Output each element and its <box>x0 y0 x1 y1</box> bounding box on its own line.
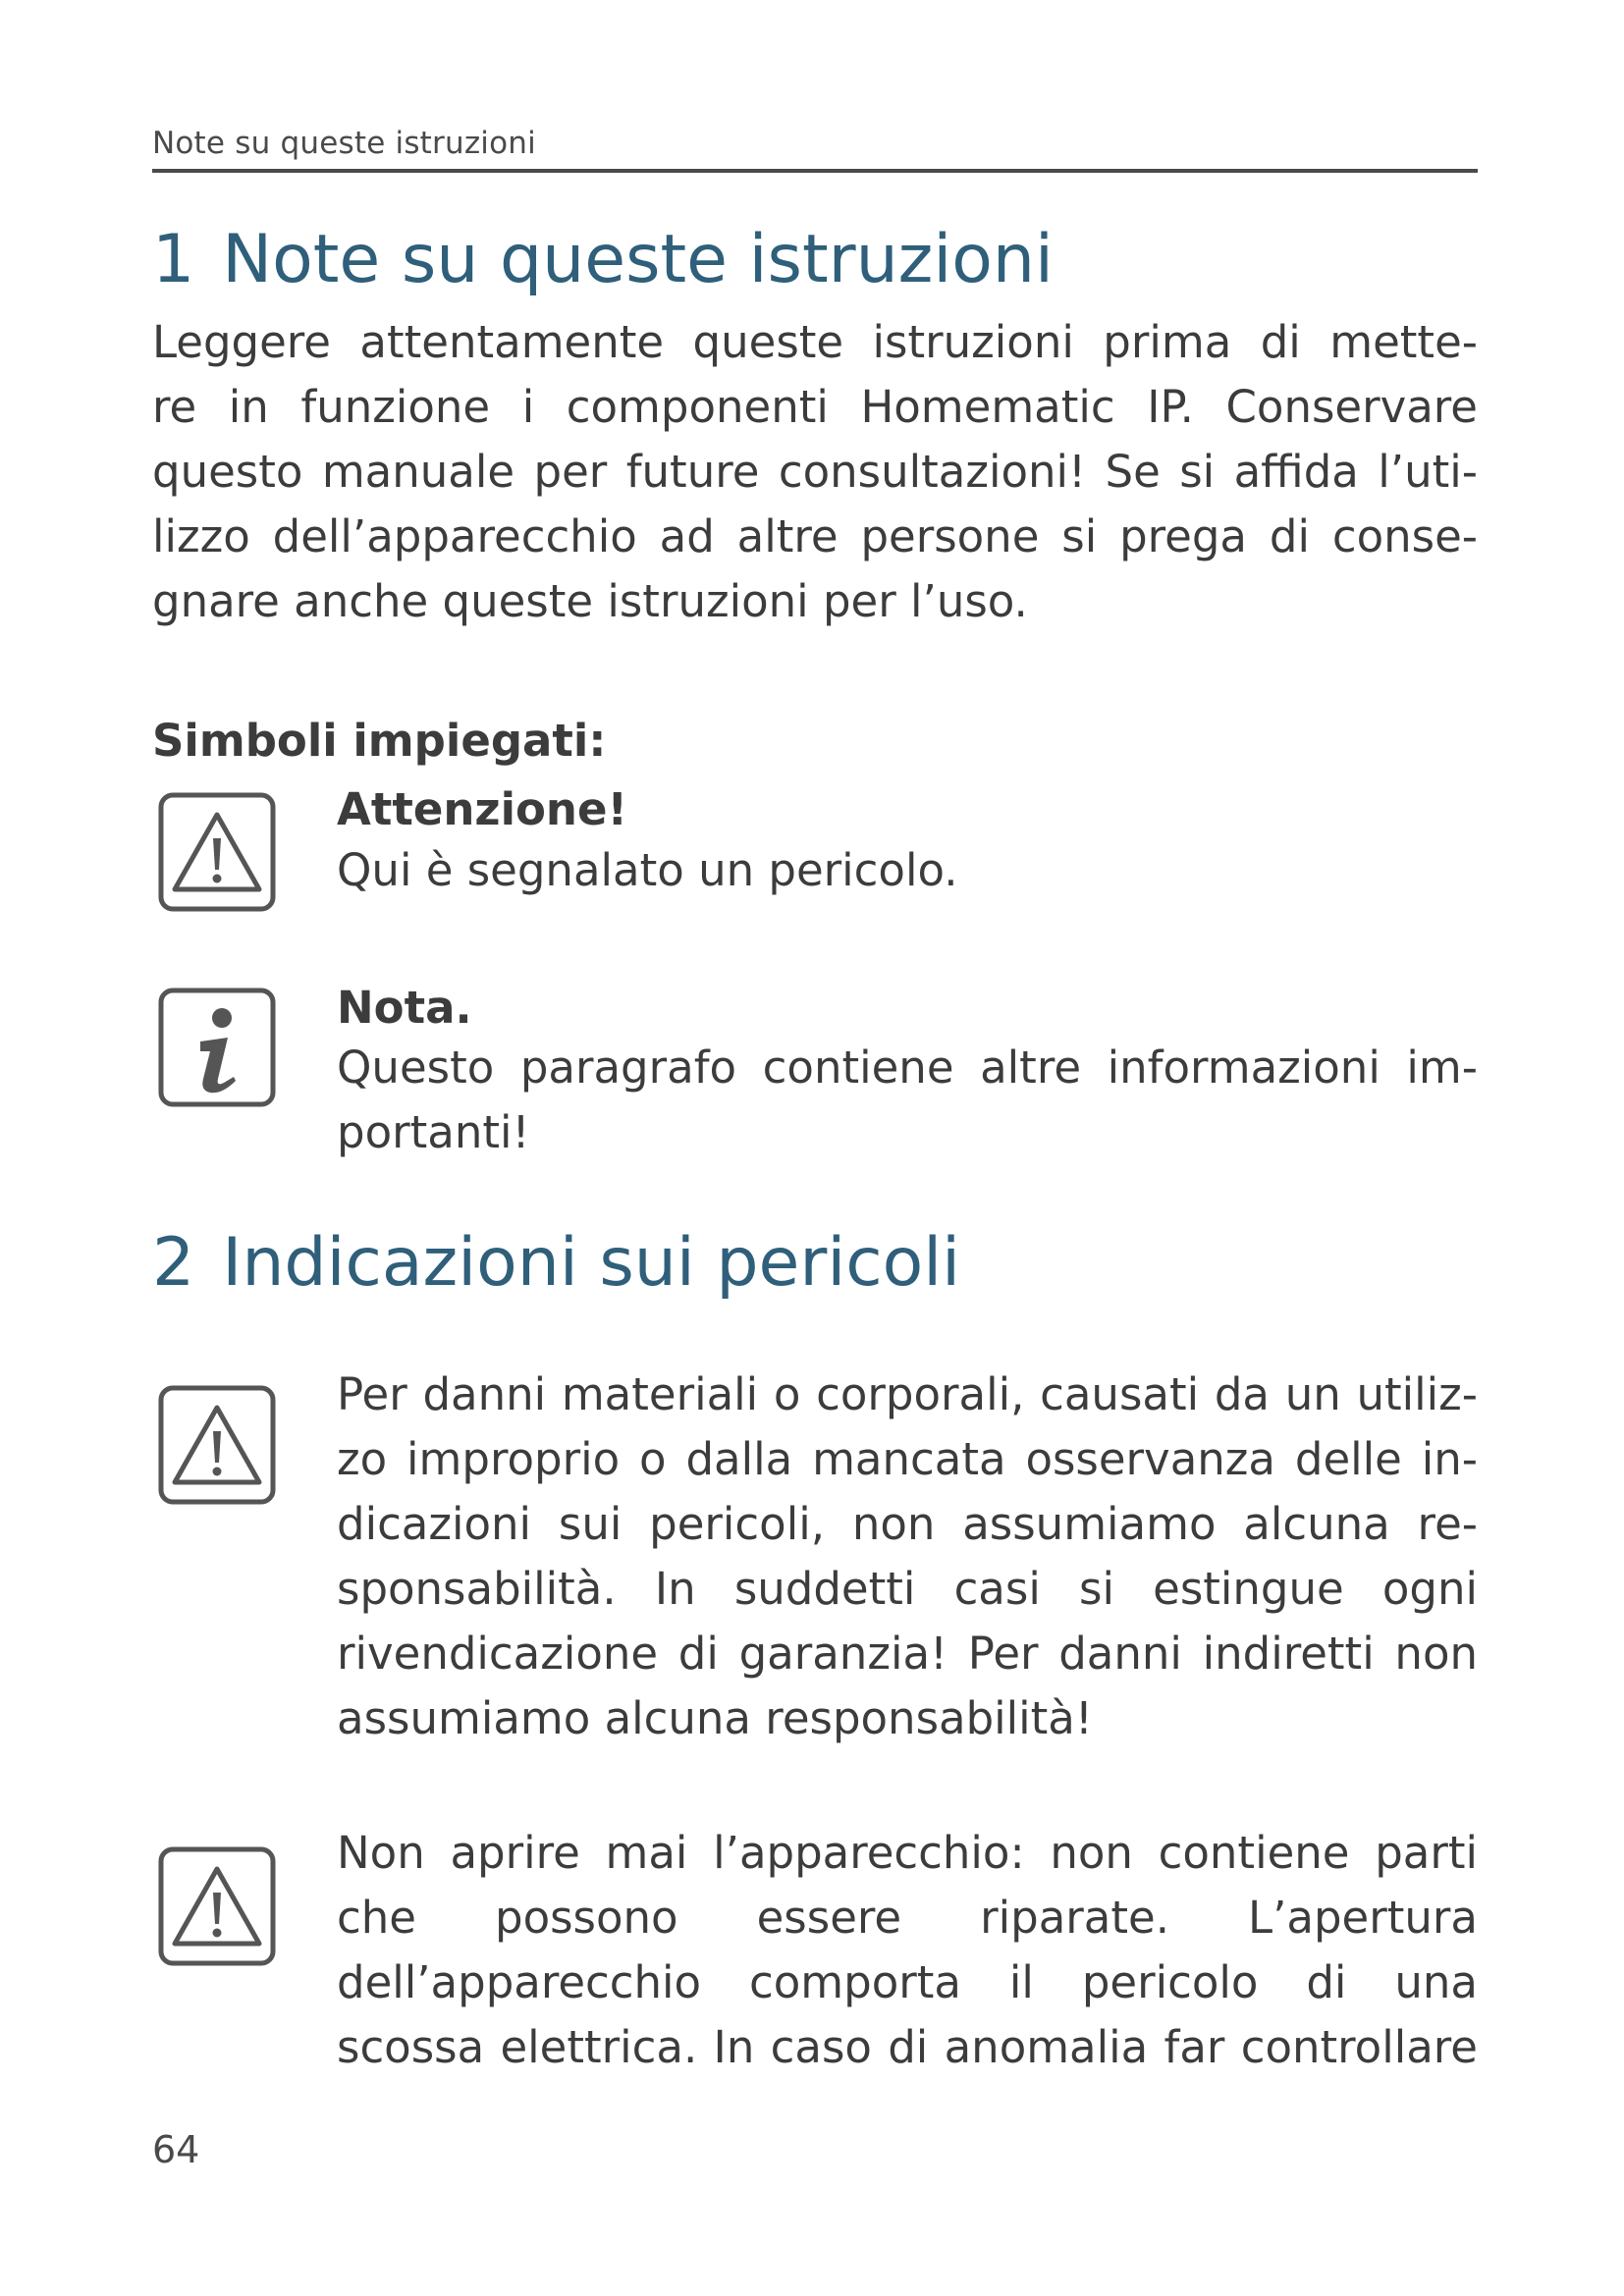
paragraph-line: Qui è segnalato un pericolo. <box>337 844 958 896</box>
symbol-description-attention <box>337 838 1478 903</box>
warning-paragraph <box>337 1362 1478 1751</box>
paragraph-line: questo manuale per future consultazioni! Se si affida l’uti- <box>152 446 1478 498</box>
paragraph-line: scossa elettrica. In caso di anomalia far controllare <box>337 2021 1478 2073</box>
paragraph-line: gnare anche queste istruzioni per l’uso. <box>152 575 1028 627</box>
warning-triangle-icon <box>157 1845 277 1967</box>
paragraph-line: Leggere attentamente queste istruzioni prima di mette- <box>152 316 1478 368</box>
section-1-title: Note su queste istruzioni <box>222 221 1054 298</box>
paragraph-line: Non aprire mai l’apparecchio: non contiene parti <box>337 1827 1478 1879</box>
running-header: Note su queste istruzioni <box>152 126 536 161</box>
intro-paragraph <box>152 310 1478 634</box>
paragraph-line: sponsabilità. In suddetti casi si estingue ogni <box>337 1563 1478 1615</box>
section-1-heading <box>152 221 1054 298</box>
warning-triangle-icon <box>157 791 277 913</box>
symbols-heading: Simboli impiegati: <box>152 715 607 767</box>
header-rule <box>152 169 1478 173</box>
section-2-title: Indicazioni sui pericoli <box>222 1224 960 1302</box>
paragraph-line: Per danni materiali o corporali, causati da un utiliz- <box>337 1368 1478 1420</box>
page-number: 64 <box>152 2128 200 2171</box>
symbol-title-note: Nota. <box>337 982 472 1034</box>
section-2-heading <box>152 1224 960 1302</box>
paragraph-line: che possono essere riparate. L’apertura <box>337 1892 1478 1944</box>
paragraph-line: Questo paragrafo contiene altre informazioni im- <box>337 1041 1478 1094</box>
warning-triangle-icon <box>157 1384 277 1506</box>
paragraph-line: rivendicazione di garanzia! Per danni indiretti non <box>337 1628 1478 1680</box>
paragraph-line: portanti! <box>337 1106 530 1158</box>
warning-paragraph <box>337 1821 1478 2080</box>
paragraph-line: re in funzione i componenti Homematic IP. Conservare <box>152 381 1478 433</box>
symbol-description-note <box>337 1036 1478 1165</box>
info-icon <box>157 987 277 1108</box>
section-1-number: 1 <box>152 221 195 298</box>
paragraph-line: dicazioni sui pericoli, non assumiamo alcuna re- <box>337 1498 1478 1550</box>
paragraph-line: zo improprio o dalla mancata osservanza delle in- <box>337 1433 1478 1485</box>
paragraph-line: lizzo dell’apparecchio ad altre persone si prega di conse- <box>152 510 1478 562</box>
paragraph-line: assumiamo alcuna responsabilità! <box>337 1692 1093 1744</box>
section-2-number: 2 <box>152 1224 195 1302</box>
symbol-title-attention: Attenzione! <box>337 783 628 835</box>
paragraph-line: dell’apparecchio comporta il pericolo di una <box>337 1956 1478 2008</box>
